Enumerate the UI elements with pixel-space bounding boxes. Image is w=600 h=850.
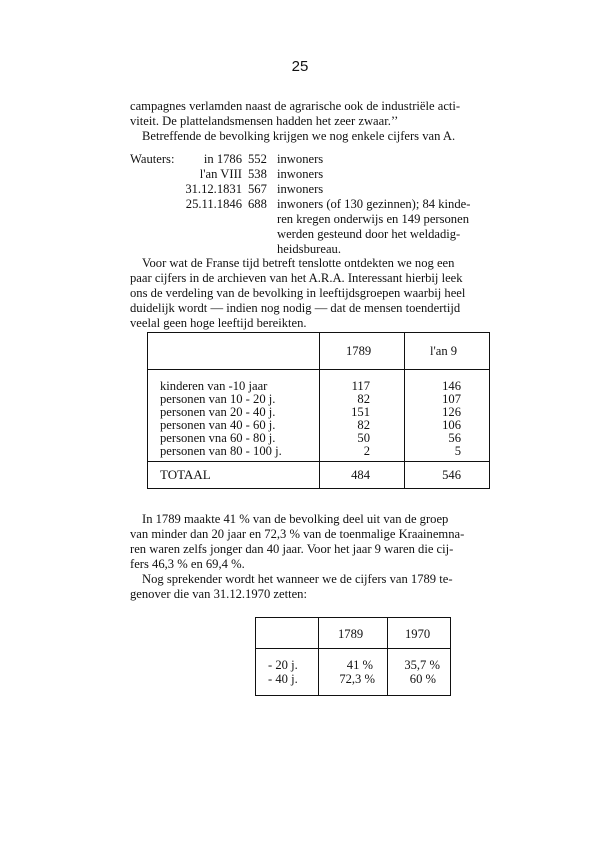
- text-line: viteit. De plattelandsmensen hadden het zeer zwaar.’’: [130, 114, 399, 128]
- count: 567: [248, 182, 267, 196]
- column-header-an9: l'an 9: [430, 344, 458, 358]
- value-1789: 151: [351, 405, 370, 419]
- table-cell: [320, 462, 405, 489]
- table-cell: [319, 649, 388, 696]
- text-line: veelal geen hoge leeftijd bereikten.: [130, 316, 307, 330]
- year: 31.12.1831: [185, 182, 242, 196]
- text-line: Betreffende de bevolking krijgen we nog enkele cijfers van A.: [142, 129, 456, 143]
- text-line: Voor wat de Franse tijd betreft tenslotte ontdekten we nog een: [142, 256, 455, 270]
- row-label: personen van 10 - 20 j.: [160, 392, 276, 406]
- value-an9: 5: [454, 444, 461, 458]
- text-line: Nog sprekender wordt het wanneer we de cijfers van 1789 te-: [142, 572, 453, 586]
- table-header-cell: [319, 618, 388, 649]
- value-an9: 146: [442, 379, 461, 393]
- description: inwoners: [277, 167, 324, 181]
- value-1789: 72,3 %: [339, 672, 375, 686]
- table-header-row: [148, 333, 490, 370]
- table-cell: [320, 370, 405, 462]
- value-1789: 50: [357, 431, 370, 445]
- value-1970: 35,7 %: [404, 658, 440, 672]
- value-1789: 2: [363, 444, 370, 458]
- value-1789: 82: [357, 392, 370, 406]
- value-an9: 126: [442, 405, 461, 419]
- value-1789: 41 %: [346, 658, 373, 672]
- table-cell: [405, 370, 490, 462]
- paragraph-3: [130, 256, 470, 331]
- count: 538: [248, 167, 267, 181]
- value-1970: 60 %: [409, 672, 436, 686]
- text-line: paar cijfers in de archieven van het A.R.A. Interessant hierbij leek: [130, 271, 463, 285]
- table-header-cell: [320, 333, 405, 370]
- column-header-1789: 1789: [338, 627, 364, 641]
- total-label: TOTAAL: [160, 467, 211, 482]
- value-an9: 107: [442, 392, 461, 406]
- text-line: ons de verdeling van de bevolking in leeftijdsgroepen waarbij heel: [130, 286, 466, 300]
- comparison-table: [255, 617, 451, 696]
- table-body-row: [256, 649, 451, 696]
- value-1789: 82: [357, 418, 370, 432]
- table-cell: [256, 649, 319, 696]
- table-cell: [148, 462, 320, 489]
- paragraph-4: [130, 512, 470, 572]
- total-an9: 546: [442, 468, 461, 482]
- text-line: fers 46,3 % en 69,4 %.: [130, 557, 245, 571]
- table-header-cell: [405, 333, 490, 370]
- table-cell: [388, 649, 451, 696]
- text-line: werden gesteund door het weldadig-: [277, 227, 461, 241]
- year: l'an VIII: [199, 167, 242, 181]
- paragraph-1: [130, 99, 470, 129]
- text-line: van minder dan 20 jaar en 72,3 % van de toenmalige Kraainemna-: [130, 527, 465, 541]
- text-line: ren waren zelfs jonger dan 40 jaar. Voor het jaar 9 waren die cij-: [130, 542, 454, 556]
- column-header-1789: 1789: [346, 344, 372, 358]
- value-an9: 56: [448, 431, 461, 445]
- table-body-row: [148, 370, 490, 462]
- description: inwoners: [277, 182, 324, 196]
- table-header-cell: [148, 333, 320, 370]
- row-label: personen van 20 - 40 j.: [160, 405, 276, 419]
- value-1789: 117: [351, 379, 370, 393]
- text-line: In 1789 maakte 41 % van de bevolking deel uit van de groep: [142, 512, 449, 526]
- text-line: heidsbureau.: [277, 242, 341, 256]
- row-label: personen van 80 - 100 j.: [160, 444, 282, 458]
- description: inwoners: [277, 152, 324, 166]
- page-number: 25: [291, 58, 309, 75]
- column-header-1970: 1970: [405, 627, 431, 641]
- paragraph-2: [130, 129, 470, 144]
- row-label: personen van 40 - 60 j.: [160, 418, 276, 432]
- row-label: kinderen van -10 jaar: [160, 379, 268, 393]
- value-an9: 106: [442, 418, 461, 432]
- table-cell: [148, 370, 320, 462]
- text-line: ren kregen onderwijs en 149 personen: [277, 212, 469, 226]
- text-line: duidelijk wordt — indien nog nodig — dat de mensen toendertijd: [130, 301, 461, 315]
- year: 25.11.1846: [185, 197, 242, 211]
- count: 552: [248, 152, 267, 166]
- age-distribution-table: [147, 332, 490, 489]
- source-label: Wauters:: [130, 152, 175, 166]
- paragraph-5: [130, 572, 470, 602]
- row-label: personen vna 60 - 80 j.: [160, 431, 276, 445]
- total-1789: 484: [351, 468, 370, 482]
- row-label: - 40 j.: [268, 672, 298, 686]
- table-cell: [405, 462, 490, 489]
- row-label: - 20 j.: [268, 658, 298, 672]
- table-total-row: [148, 462, 490, 489]
- year: in 1786: [203, 152, 242, 166]
- text-line: genover die van 31.12.1970 zetten:: [130, 587, 307, 601]
- table-header-cell: [388, 618, 451, 649]
- table-header-cell: [256, 618, 319, 649]
- count: 688: [248, 197, 267, 211]
- table-header-row: [256, 618, 451, 649]
- description: inwoners (of 130 gezinnen); 84 kinde-: [277, 197, 471, 211]
- text-line: campagnes verlamden naast de agrarische ook de industriële acti-: [130, 99, 461, 113]
